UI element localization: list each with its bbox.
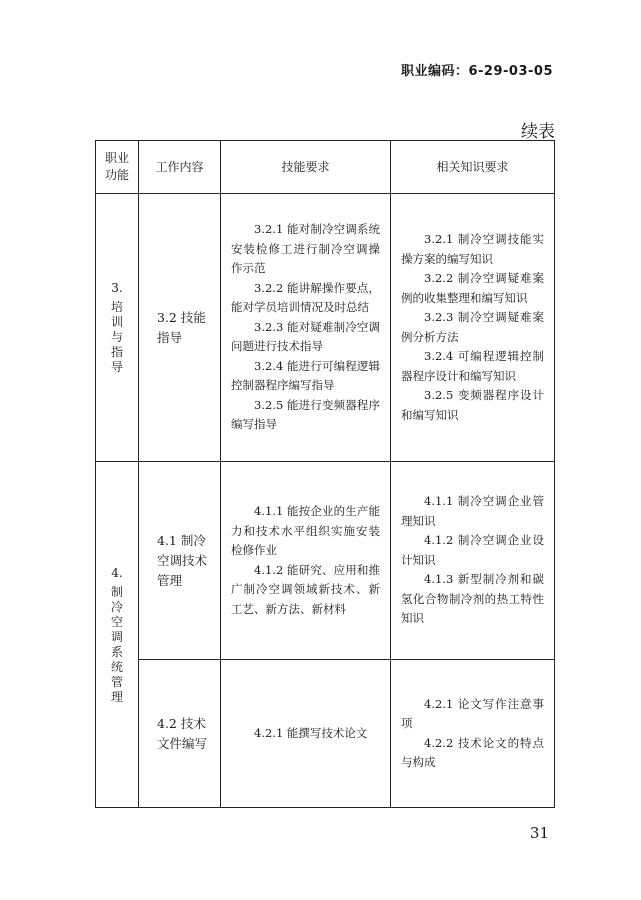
skills-table [95, 140, 555, 808]
skill-item: 3.2.3 能对疑难制冷空调问题进行技术指导 [231, 319, 380, 354]
skill-item: 4.2.1 能撰写技术论文 [254, 725, 368, 740]
skill-item: 3.2.2 能讲解操作要点，能对学员培训情况及时总结 [231, 280, 380, 315]
knowledge-item: 3.2.5 变频器程序设计和编写知识 [401, 388, 544, 422]
work-cell: 4.1 制冷空调技术管理 [139, 462, 221, 660]
skill-item: 3.2.4 能进行可编程逻辑控制器程序编写指导 [231, 358, 380, 393]
function-number: 4. [111, 565, 123, 580]
header-skills: 技能要求 [221, 141, 391, 194]
knowledge-item: 3.2.3 制冷空调疑难案例分析方法 [401, 310, 544, 344]
knowledge-item: 3.2.4 可编程逻辑控制器程序设计和编写知识 [401, 349, 544, 383]
knowledge-cell [391, 660, 555, 808]
knowledge-cell [391, 194, 555, 462]
skills-cell [221, 660, 391, 808]
page-number: 31 [529, 824, 549, 842]
function-name: 培训与指导 [110, 300, 123, 374]
table-row [96, 194, 555, 462]
work-cell: 4.2 技术文件编写 [139, 660, 221, 808]
function-name: 制冷空调系统管理 [110, 584, 123, 704]
header-work: 工作内容 [139, 141, 221, 194]
function-cell-4 [96, 462, 139, 808]
table-header-row [96, 141, 555, 194]
knowledge-item: 3.2.1 制冷空调技能实操方案的编写知识 [401, 232, 544, 266]
table-row [96, 462, 555, 660]
skill-item: 3.2.1 能对制冷空调系统安装检修工进行制冷空调操作示范 [231, 222, 380, 276]
knowledge-item: 3.2.2 制冷空调疑难案例的收集整理和编写知识 [401, 271, 544, 305]
skill-item: 3.2.5 能进行变频器程序编写指导 [231, 397, 380, 432]
continuation-label: 续表 [521, 122, 555, 142]
knowledge-item: 4.2.1 论文写作注意事项 [401, 696, 544, 730]
skill-item: 4.1.1 能按企业的生产能力和技术水平组织实施安装检修作业 [231, 504, 380, 557]
function-number: 3. [111, 281, 123, 295]
table-row [96, 660, 555, 808]
header-function: 职业 功能 [96, 141, 139, 194]
knowledge-cell [391, 462, 555, 660]
knowledge-item: 4.1.3 新型制冷剂和碳氢化合物制冷剂的热工特性知识 [401, 572, 544, 626]
function-cell-3 [96, 194, 139, 462]
skills-cell [221, 462, 391, 660]
knowledge-item: 4.1.2 制冷空调企业设计知识 [401, 533, 544, 567]
knowledge-item: 4.2.2 技术论文的特点与构成 [401, 735, 544, 769]
knowledge-item: 4.1.1 制冷空调企业管理知识 [401, 494, 544, 528]
work-cell: 3.2 技能指导 [139, 194, 221, 462]
skills-cell [221, 194, 391, 462]
skill-item: 4.1.2 能研究、应用和推广制冷空调领域新技术、新工艺、新方法、新材料 [231, 562, 380, 616]
header-knowledge: 相关知识要求 [391, 141, 555, 194]
job-code: 职业编码：6-29-03-05 [400, 64, 553, 79]
